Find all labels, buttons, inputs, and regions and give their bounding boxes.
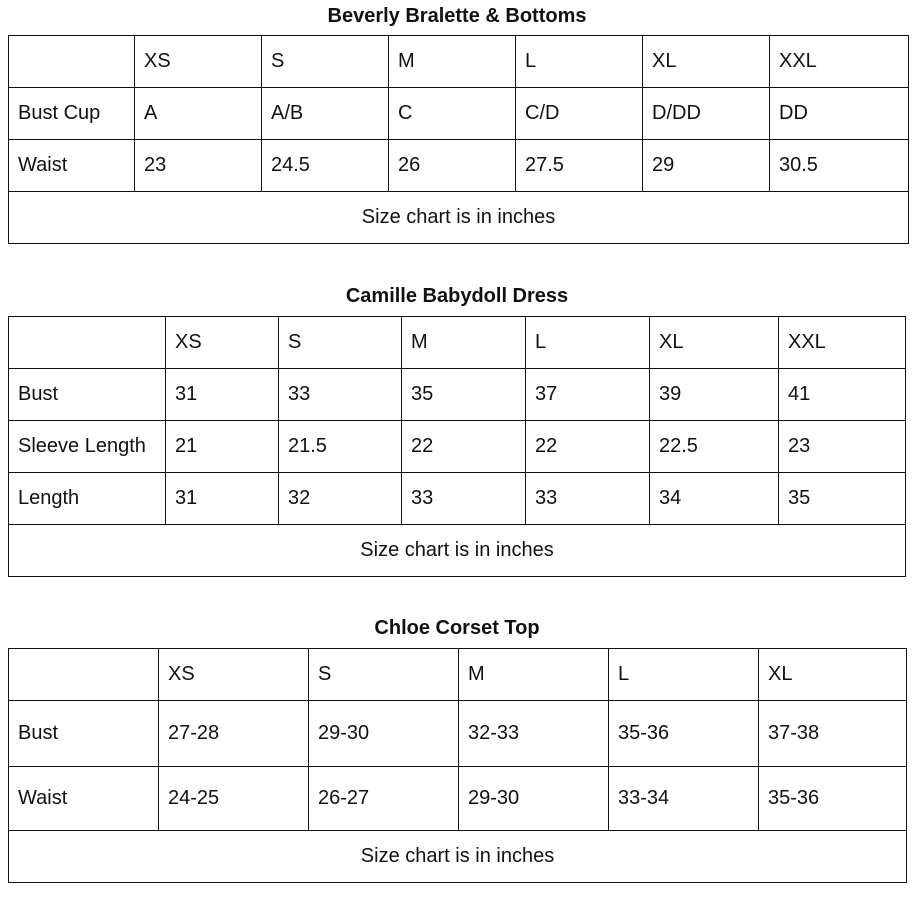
table-cell: 27-28	[159, 701, 309, 767]
row-label: Waist	[9, 140, 135, 192]
size-table-chloe	[8, 648, 907, 883]
table-cell: 30.5	[770, 140, 909, 192]
table-cell: 37-38	[759, 701, 907, 767]
units-note: Size chart is in inches	[9, 831, 907, 883]
table-row	[9, 88, 909, 140]
size-header: M	[459, 649, 609, 701]
size-header: S	[262, 36, 389, 88]
size-header: XS	[166, 317, 279, 369]
table-header-row	[9, 317, 906, 369]
row-label: Bust Cup	[9, 88, 135, 140]
size-header: XS	[135, 36, 262, 88]
size-header: L	[609, 649, 759, 701]
table-cell: 31	[166, 473, 279, 525]
row-label: Length	[9, 473, 166, 525]
table-cell: 27.5	[516, 140, 643, 192]
table-cell: 33	[402, 473, 526, 525]
size-header: M	[389, 36, 516, 88]
table-cell: 32	[279, 473, 402, 525]
table-cell: 33	[279, 369, 402, 421]
table-cell: C	[389, 88, 516, 140]
table-cell: 35-36	[609, 701, 759, 767]
table-cell: 21	[166, 421, 279, 473]
table-cell: 24-25	[159, 767, 309, 831]
table-row	[9, 421, 906, 473]
table-cell: 24.5	[262, 140, 389, 192]
size-header: S	[279, 317, 402, 369]
table-cell: 29-30	[459, 767, 609, 831]
table-cell: 32-33	[459, 701, 609, 767]
table-cell: 31	[166, 369, 279, 421]
table-row	[9, 701, 907, 767]
table-cell: 33-34	[609, 767, 759, 831]
table-row	[9, 767, 907, 831]
table-header-row	[9, 649, 907, 701]
size-header: XL	[643, 36, 770, 88]
row-label: Sleeve Length	[9, 421, 166, 473]
table-row	[9, 369, 906, 421]
header-corner	[9, 317, 166, 369]
size-header: L	[526, 317, 650, 369]
table-cell: A/B	[262, 88, 389, 140]
row-label: Bust	[9, 701, 159, 767]
table-cell: 26-27	[309, 767, 459, 831]
table-cell: 35	[779, 473, 906, 525]
table-cell: 33	[526, 473, 650, 525]
table-cell: 23	[779, 421, 906, 473]
table-cell: 41	[779, 369, 906, 421]
size-table-camille	[8, 316, 906, 577]
table-cell: 22.5	[650, 421, 779, 473]
table-cell: 35	[402, 369, 526, 421]
table-cell: 37	[526, 369, 650, 421]
size-table-beverly	[8, 35, 909, 244]
table-title-beverly: Beverly Bralette & Bottoms	[327, 5, 587, 27]
table-row	[9, 473, 906, 525]
table-title-camille: Camille Babydoll Dress	[345, 285, 569, 307]
size-header: M	[402, 317, 526, 369]
row-label: Bust	[9, 369, 166, 421]
table-note-row	[9, 831, 907, 883]
table-cell: 22	[402, 421, 526, 473]
table-note-row	[9, 525, 906, 577]
table-cell: D/DD	[643, 88, 770, 140]
table-cell: DD	[770, 88, 909, 140]
table-cell: 29	[643, 140, 770, 192]
size-header: XL	[759, 649, 907, 701]
table-row	[9, 140, 909, 192]
table-cell: C/D	[516, 88, 643, 140]
size-header: S	[309, 649, 459, 701]
size-header: L	[516, 36, 643, 88]
row-label: Waist	[9, 767, 159, 831]
table-cell: 21.5	[279, 421, 402, 473]
size-header: XXL	[779, 317, 906, 369]
table-cell: A	[135, 88, 262, 140]
header-corner	[9, 649, 159, 701]
size-header: XXL	[770, 36, 909, 88]
header-corner	[9, 36, 135, 88]
table-header-row	[9, 36, 909, 88]
units-note: Size chart is in inches	[9, 192, 909, 244]
size-header: XL	[650, 317, 779, 369]
units-note: Size chart is in inches	[9, 525, 906, 577]
table-cell: 39	[650, 369, 779, 421]
table-cell: 22	[526, 421, 650, 473]
table-note-row	[9, 192, 909, 244]
table-cell: 26	[389, 140, 516, 192]
table-cell: 29-30	[309, 701, 459, 767]
table-cell: 34	[650, 473, 779, 525]
size-header: XS	[159, 649, 309, 701]
table-title-chloe: Chloe Corset Top	[374, 617, 540, 639]
table-cell: 23	[135, 140, 262, 192]
table-cell: 35-36	[759, 767, 907, 831]
